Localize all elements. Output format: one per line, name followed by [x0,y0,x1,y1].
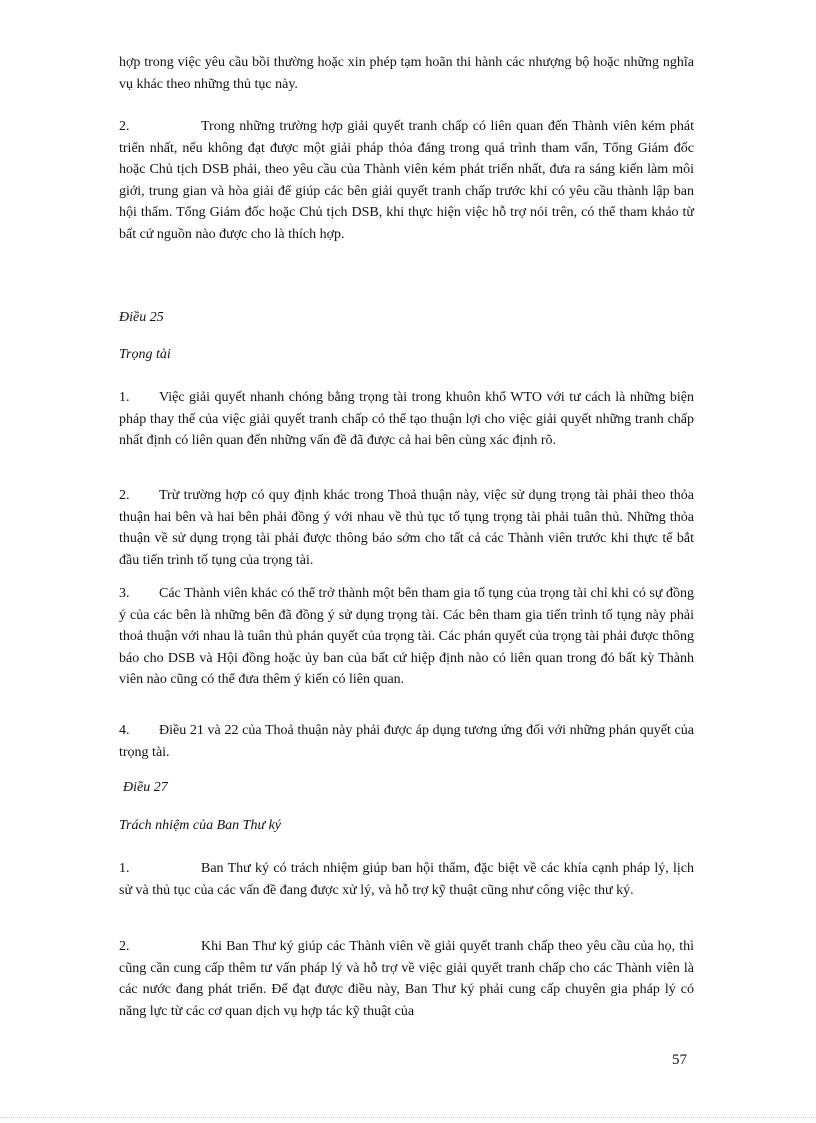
paragraph-25-4 [119,720,694,763]
paragraph-text: hợp trong việc yêu cầu bồi thường hoặc xin phép tạm hoãn thi hành các nhượng bộ hoặc những nghĩa vụ khác theo những thủ tục này. [119,55,694,92]
paragraph-27-1 [119,858,694,901]
article-25-subtitle: Trọng tài [119,347,171,362]
paragraph-text: Các Thành viên khác có thể trở thành một bên tham gia tố tụng của trọng tài chỉ khi có sự đồng ý của các bên là những bên đã đồng ý sử dụng trọng tài. Các bên tham gia tiến trình tố tụng này phải thoả thuận với nhau là tuân thủ phán quyết của trọng tài. Các phán quyết của trọng tài phải được thông báo cho DSB và Hội đồng hoặc ủy ban của bất cứ hiệp định nào có liên quan trong đó bất kỳ Thành viên nào cũng có thể đưa thêm ý kiến có liên quan. [119,586,694,687]
paragraph-27-2 [119,936,694,1022]
paragraph-number: 1. [119,861,130,876]
article-27-title: Điều 27 [123,780,168,795]
paragraph-number: 4. [119,723,130,738]
paragraph-number: 2. [119,488,130,503]
paragraph-number: 3. [119,586,130,601]
page-bottom-divider [0,1117,816,1118]
paragraph-text: Khi Ban Thư ký giúp các Thành viên về giải quyết tranh chấp theo yêu cầu của họ, thì cũng cần cung cấp thêm tư vấn pháp lý và hỗ trợ về việc giải quyết tranh chấp cho các Thành viên là các nước đang phát triển. Để đạt được điều này, Ban Thư ký phải cung cấp chuyên gia pháp lý có năng lực từ các cơ quan dịch vụ hợp tác kỹ thuật của [119,939,694,1019]
paragraph-text: Ban Thư ký có trách nhiệm giúp ban hội thẩm, đặc biệt về các khía cạnh pháp lý, lịch sử và thủ tục của các vấn đề đang được xử lý, và hỗ trợ kỹ thuật cũng như công việc thư ký. [119,861,694,898]
paragraph-number: 1. [119,390,130,405]
paragraph-continuation [119,52,694,95]
article-27-subtitle: Trách nhiệm của Ban Thư ký [119,818,282,833]
paragraph-24-2 [119,116,694,245]
paragraph-25-3 [119,583,694,691]
paragraph-text: Trong những trường hợp giải quyết tranh chấp có liên quan đến Thành viên kém phát triển nhất, nếu không đạt được một giải pháp thỏa đáng trong quá trình tham vấn, Tổng Giám đốc hoặc Chủ tịch DSB phải, theo yêu cầu của Thành viên kém phát triển nhất, đưa ra sáng kiến làm môi giới, trung gian và hòa giải để giúp các bên giải quyết tranh chấp trước khi có yêu cầu thành lập ban hội thẩm. Tổng Giám đốc hoặc Chủ tịch DSB, khi thực hiện việc hỗ trợ nói trên, có thể tham khảo từ bất cứ nguồn nào được cho là thích hợp. [119,119,694,242]
article-25-title: Điều 25 [119,310,164,325]
paragraph-25-1 [119,387,694,452]
paragraph-text: Điều 21 và 22 của Thoả thuận này phải được áp dụng tương ứng đối với những phán quyết của trọng tài. [119,723,694,760]
paragraph-text: Việc giải quyết nhanh chóng bằng trọng tài trong khuôn khổ WTO với tư cách là những biện pháp thay thế của việc giải quyết tranh chấp có thể tạo thuận lợi cho việc giải quyết những tranh chấp nhất định có liên quan đến những vấn đề đã được cả hai bên cùng xác định rõ. [119,390,694,448]
page-number: 57 [672,1052,687,1068]
paragraph-number: 2. [119,939,130,954]
paragraph-25-2 [119,485,694,571]
paragraph-number: 2. [119,119,130,134]
paragraph-text: Trừ trường hợp có quy định khác trong Thoả thuận này, việc sử dụng trọng tài phải theo thỏa thuận hai bên và hai bên phải đồng ý với nhau về thủ tục tố tụng trọng tài phải tuân thủ. Những thỏa thuận về sử dụng trọng tài phải được thông báo sớm cho tất cả các Thành viên trước khi thực tế bắt đầu tiến trình tố tụng của trọng tài. [119,488,694,568]
